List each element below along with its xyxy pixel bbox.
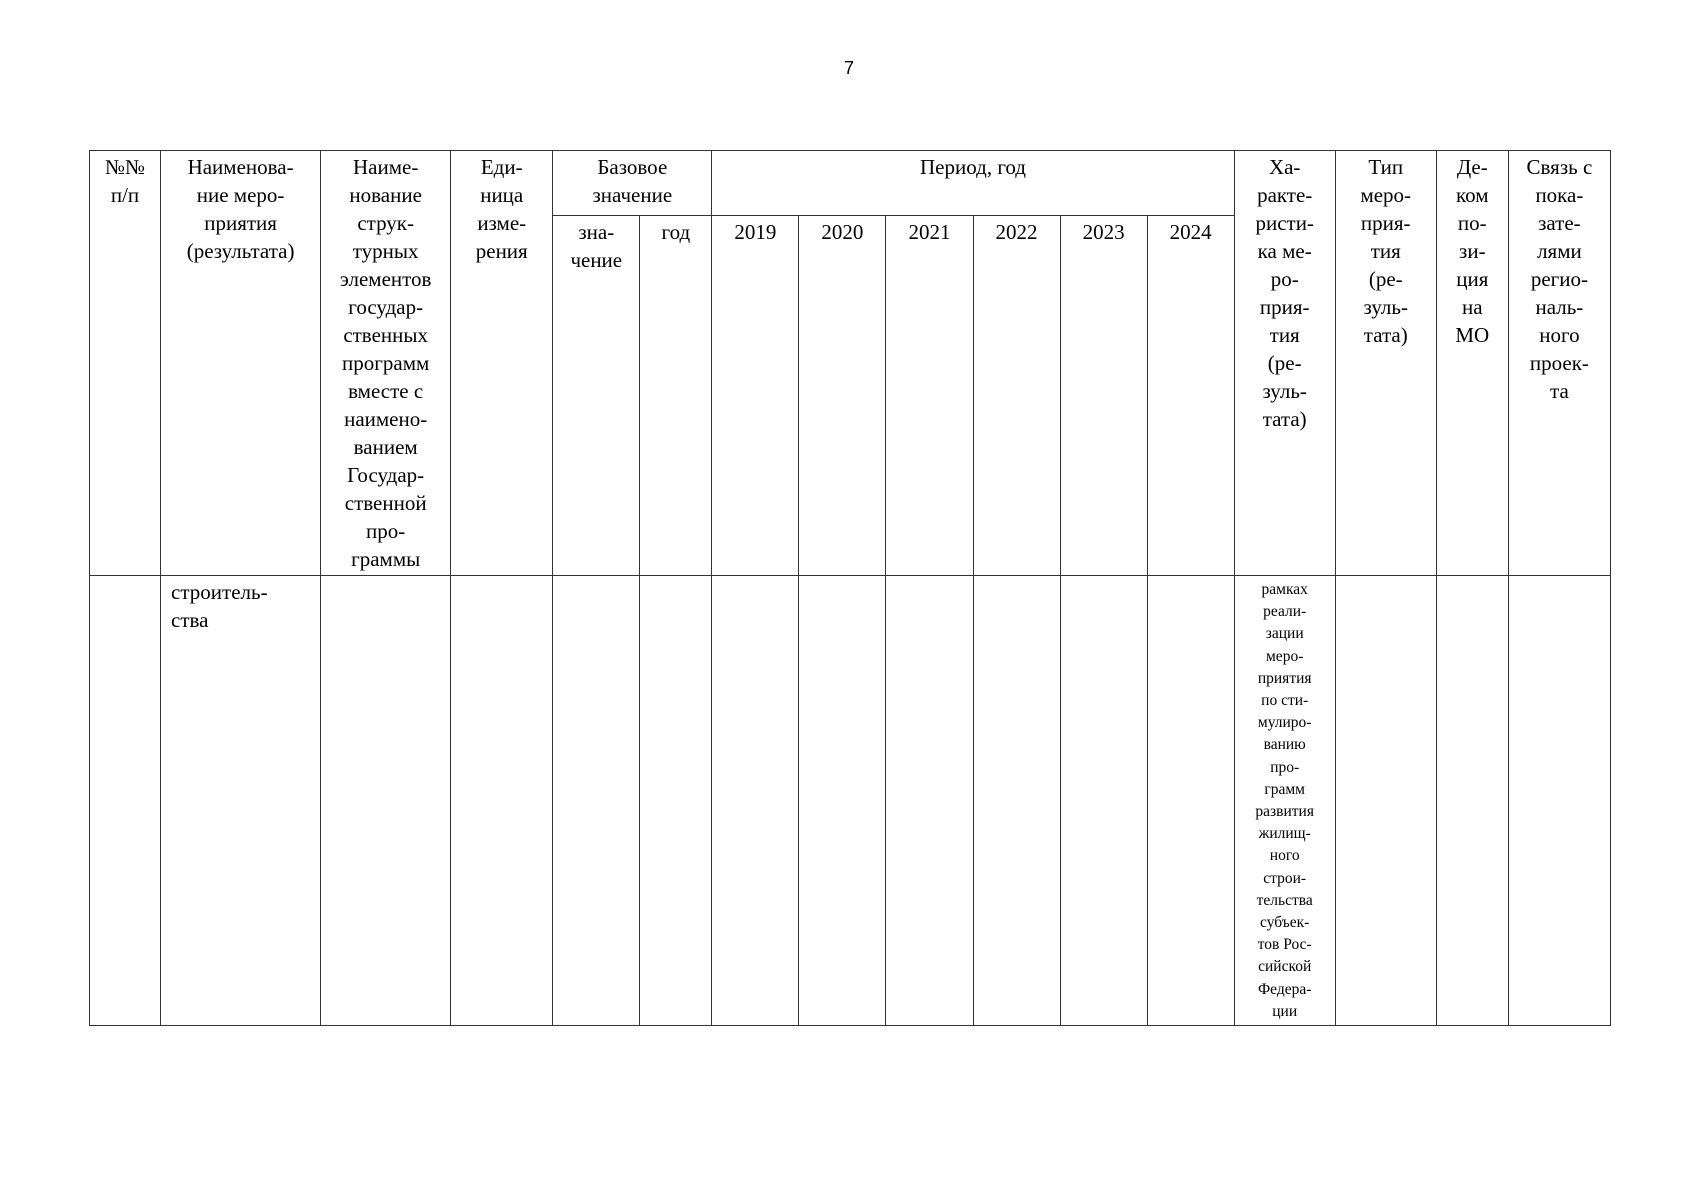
header-num: №№ п/п: [90, 151, 161, 576]
cell-2022: [973, 576, 1060, 1026]
header-year-2022: 2022: [973, 216, 1060, 576]
header-event-type: Тип меро- прия- тия (ре- зуль- тата): [1335, 151, 1436, 576]
page-number: 7: [843, 58, 854, 78]
header-link: Связь с пока- зате- лями регио- наль- ного проек- та: [1508, 151, 1610, 576]
cell-num: [90, 576, 161, 1026]
events-table: [89, 150, 1611, 1026]
cell-decomposition: [1436, 576, 1508, 1026]
table-row: [90, 576, 1611, 1026]
cell-2021: [886, 576, 973, 1026]
header-year-2023: 2023: [1060, 216, 1147, 576]
header-year-2019: 2019: [712, 216, 799, 576]
cell-2024: [1147, 576, 1234, 1026]
header-period: Период, год: [712, 151, 1234, 216]
cell-characteristic: рамках реали- зации меро- приятия по сти- мулиро- ванию про- грамм развития жилищ- ного строи- тельства субъек- тов Рос- сийской Федера- ции: [1234, 576, 1335, 1026]
cell-2020: [799, 576, 886, 1026]
header-year-2020: 2020: [799, 216, 886, 576]
header-base-value: Базовое значение: [553, 151, 712, 216]
header-year-2024: 2024: [1147, 216, 1234, 576]
header-base-value-year: год: [640, 216, 712, 576]
cell-unit: [451, 576, 553, 1026]
header-characteristic: Ха- ракте- ристи- ка ме- ро- прия- тия (ре- зуль- тата): [1234, 151, 1335, 576]
cell-2019: [712, 576, 799, 1026]
header-unit: Еди- ница изме- рения: [451, 151, 553, 576]
cell-base-value: [553, 576, 640, 1026]
cell-event-type: [1335, 576, 1436, 1026]
cell-event-name: строитель- ства: [161, 576, 321, 1026]
cell-2023: [1060, 576, 1147, 1026]
header-row-1: [90, 151, 1611, 216]
cell-base-year: [640, 576, 712, 1026]
cell-structural-elements: [321, 576, 451, 1026]
header-decomposition: Де- ком по- зи- ция на МО: [1436, 151, 1508, 576]
header-structural-elements: Наиме- нование струк- турных элементов государ- ственных программ вместе с наимено- ванием Государ- ственной про- граммы: [321, 151, 451, 576]
cell-link: [1508, 576, 1610, 1026]
header-base-value-value: зна- чение: [553, 216, 640, 576]
header-event-name: Наименова- ние меро- приятия (результата): [161, 151, 321, 576]
header-year-2021: 2021: [886, 216, 973, 576]
